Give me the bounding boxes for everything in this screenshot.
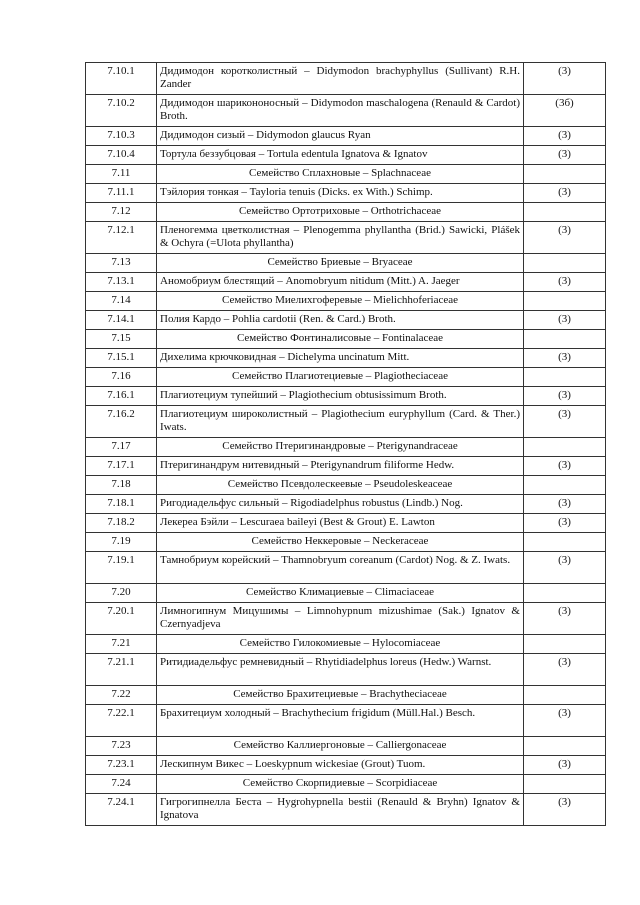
row-number-cell: 7.16.2	[86, 406, 157, 438]
taxon-name-cell: Дидимодон сизый – Didymodon glaucus Ryan	[157, 127, 524, 146]
row-number-cell: 7.10.1	[86, 63, 157, 95]
category-cell	[524, 330, 606, 349]
category-cell: (3)	[524, 794, 606, 826]
family-row	[86, 533, 606, 552]
category-cell: (3)	[524, 387, 606, 406]
family-row	[86, 438, 606, 457]
category-cell	[524, 737, 606, 756]
taxon-name-cell: Семейство Бриевые – Bryaceae	[157, 254, 524, 273]
category-cell: (3)	[524, 63, 606, 95]
category-cell: (3)	[524, 406, 606, 438]
species-row	[86, 127, 606, 146]
family-row	[86, 203, 606, 222]
category-cell: (3)	[524, 349, 606, 368]
category-cell: (3)	[524, 603, 606, 635]
taxon-name-cell: Птеригинандрум нитевидный – Pterigynandrum filiforme Hedw.	[157, 457, 524, 476]
row-number-cell: 7.22	[86, 686, 157, 705]
row-number-cell: 7.23.1	[86, 756, 157, 775]
row-number-cell: 7.15	[86, 330, 157, 349]
family-row	[86, 584, 606, 603]
category-cell: (3)	[524, 127, 606, 146]
species-row	[86, 63, 606, 95]
category-cell: (3)	[524, 495, 606, 514]
species-row	[86, 552, 606, 584]
category-cell	[524, 438, 606, 457]
taxon-name-cell: Семейство Скорпидиевые – Scorpidiaceae	[157, 775, 524, 794]
taxon-name-cell: Семейство Псевдолескеевые – Pseudoleskeaceae	[157, 476, 524, 495]
category-cell	[524, 476, 606, 495]
taxon-name-cell: Тортула беззубцовая – Tortula edentula Ignatova & Ignatov	[157, 146, 524, 165]
taxon-name-cell: Ритидиадельфус ремневидный – Rhytidiadelphus loreus (Hedw.) Warnst.	[157, 654, 524, 686]
row-number-cell: 7.11.1	[86, 184, 157, 203]
row-number-cell: 7.18.2	[86, 514, 157, 533]
category-cell	[524, 635, 606, 654]
species-row	[86, 756, 606, 775]
row-number-cell: 7.14	[86, 292, 157, 311]
family-row	[86, 330, 606, 349]
taxon-name-cell: Дидимодон коротколистный – Didymodon brachyphyllus (Sullivant) R.H. Zander	[157, 63, 524, 95]
category-cell: (3)	[524, 756, 606, 775]
row-number-cell: 7.18.1	[86, 495, 157, 514]
category-cell	[524, 292, 606, 311]
family-row	[86, 737, 606, 756]
category-cell	[524, 203, 606, 222]
family-row	[86, 686, 606, 705]
taxon-name-cell: Семейство Неккеровые – Neckeraceae	[157, 533, 524, 552]
category-cell	[524, 533, 606, 552]
species-row	[86, 146, 606, 165]
row-number-cell: 7.22.1	[86, 705, 157, 737]
taxon-name-cell: Лекереа Бэйли – Lescuraea baileyi (Best & Grout) E. Lawton	[157, 514, 524, 533]
taxon-name-cell: Семейство Птеригинандровые – Pterigynandraceae	[157, 438, 524, 457]
row-number-cell: 7.21.1	[86, 654, 157, 686]
taxon-name-cell: Дидимодон шарикононосный – Didymodon maschalogena (Renauld & Cardot) Broth.	[157, 95, 524, 127]
row-number-cell: 7.24	[86, 775, 157, 794]
taxon-name-cell: Плагиотециум тупейший – Plagiothecium obtusissimum Broth.	[157, 387, 524, 406]
row-number-cell: 7.10.3	[86, 127, 157, 146]
species-row	[86, 311, 606, 330]
taxon-name-cell: Лимногипнум Мицушимы – Limnohypnum mizushimae (Sak.) Ignatov & Czernyadjeva	[157, 603, 524, 635]
category-cell	[524, 254, 606, 273]
species-row	[86, 654, 606, 686]
taxon-name-cell: Семейство Сплахновые – Splachnaceae	[157, 165, 524, 184]
species-row	[86, 495, 606, 514]
family-row	[86, 292, 606, 311]
taxon-name-cell: Тэйлория тонкая – Tayloria tenuis (Dicks. ex With.) Schimp.	[157, 184, 524, 203]
row-number-cell: 7.21	[86, 635, 157, 654]
taxon-name-cell: Лескипнум Викес – Loeskypnum wickesiae (Grout) Tuom.	[157, 756, 524, 775]
category-cell: (3)	[524, 273, 606, 292]
row-number-cell: 7.19.1	[86, 552, 157, 584]
taxon-name-cell: Дихелима крючковидная – Dichelyma uncinatum Mitt.	[157, 349, 524, 368]
taxon-name-cell: Семейство Миелихгоферевые – Mielichhoferiaceae	[157, 292, 524, 311]
row-number-cell: 7.19	[86, 533, 157, 552]
row-number-cell: 7.15.1	[86, 349, 157, 368]
taxon-name-cell: Брахитециум холодный – Brachythecium frigidum (Müll.Hal.) Besch.	[157, 705, 524, 737]
taxon-name-cell: Гигрогипнелла Беста – Hygrohypnella bestii (Renauld & Bryhn) Ignatov & Ignatova	[157, 794, 524, 826]
category-cell: (3)	[524, 705, 606, 737]
category-cell: (3б)	[524, 95, 606, 127]
row-number-cell: 7.10.2	[86, 95, 157, 127]
taxon-name-cell: Ригодиадельфус сильный – Rigodiadelphus robustus (Lindb.) Nog.	[157, 495, 524, 514]
row-number-cell: 7.16	[86, 368, 157, 387]
row-number-cell: 7.20.1	[86, 603, 157, 635]
taxon-name-cell: Аномобриум блестящий – Anomobryum nitidum (Mitt.) A. Jaeger	[157, 273, 524, 292]
species-row	[86, 514, 606, 533]
species-row	[86, 349, 606, 368]
taxon-name-cell: Семейство Климациевые – Climaciaceae	[157, 584, 524, 603]
row-number-cell: 7.13	[86, 254, 157, 273]
species-row	[86, 184, 606, 203]
species-table-body	[86, 63, 606, 826]
taxon-name-cell: Семейство Каллиергоновые – Calliergonaceae	[157, 737, 524, 756]
family-row	[86, 635, 606, 654]
row-number-cell: 7.23	[86, 737, 157, 756]
row-number-cell: 7.14.1	[86, 311, 157, 330]
category-cell: (3)	[524, 552, 606, 584]
category-cell: (3)	[524, 457, 606, 476]
species-row	[86, 457, 606, 476]
species-row	[86, 387, 606, 406]
species-row	[86, 794, 606, 826]
category-cell	[524, 686, 606, 705]
category-cell	[524, 775, 606, 794]
species-row	[86, 273, 606, 292]
taxon-name-cell: Семейство Гилокомиевые – Hylocomiaceae	[157, 635, 524, 654]
category-cell	[524, 165, 606, 184]
taxon-name-cell: Полия Кардо – Pohlia cardotii (Ren. & Card.) Broth.	[157, 311, 524, 330]
taxon-name-cell: Плагиотециум широколистный – Plagiothecium euryphyllum (Card. & Ther.) Iwats.	[157, 406, 524, 438]
family-row	[86, 476, 606, 495]
species-row	[86, 406, 606, 438]
taxon-name-cell: Тамнобриум корейский – Thamnobryum coreanum (Cardot) Nog. & Z. Iwats.	[157, 552, 524, 584]
category-cell: (3)	[524, 311, 606, 330]
species-row	[86, 603, 606, 635]
row-number-cell: 7.11	[86, 165, 157, 184]
category-cell	[524, 584, 606, 603]
row-number-cell: 7.17.1	[86, 457, 157, 476]
category-cell: (3)	[524, 146, 606, 165]
category-cell: (3)	[524, 654, 606, 686]
species-row	[86, 222, 606, 254]
taxon-name-cell: Семейство Брахитециевые – Brachytheciaceae	[157, 686, 524, 705]
family-row	[86, 368, 606, 387]
category-cell: (3)	[524, 222, 606, 254]
row-number-cell: 7.24.1	[86, 794, 157, 826]
category-cell: (3)	[524, 184, 606, 203]
family-row	[86, 254, 606, 273]
family-row	[86, 165, 606, 184]
category-cell: (3)	[524, 514, 606, 533]
taxon-name-cell: Семейство Ортотриховые – Orthotrichaceae	[157, 203, 524, 222]
row-number-cell: 7.20	[86, 584, 157, 603]
taxon-name-cell: Семейство Фонтиналисовые – Fontinalaceae	[157, 330, 524, 349]
category-cell	[524, 368, 606, 387]
row-number-cell: 7.16.1	[86, 387, 157, 406]
species-table	[85, 62, 606, 826]
row-number-cell: 7.13.1	[86, 273, 157, 292]
row-number-cell: 7.12	[86, 203, 157, 222]
row-number-cell: 7.18	[86, 476, 157, 495]
species-row	[86, 705, 606, 737]
row-number-cell: 7.10.4	[86, 146, 157, 165]
species-row	[86, 95, 606, 127]
row-number-cell: 7.12.1	[86, 222, 157, 254]
row-number-cell: 7.17	[86, 438, 157, 457]
family-row	[86, 775, 606, 794]
taxon-name-cell: Пленогемма цветколистная – Plenogemma phyllantha (Brid.) Sawicki, Plášek & Ochyra (=Ulota phyllantha)	[157, 222, 524, 254]
taxon-name-cell: Семейство Плагиотециевые – Plagiotheciaceae	[157, 368, 524, 387]
